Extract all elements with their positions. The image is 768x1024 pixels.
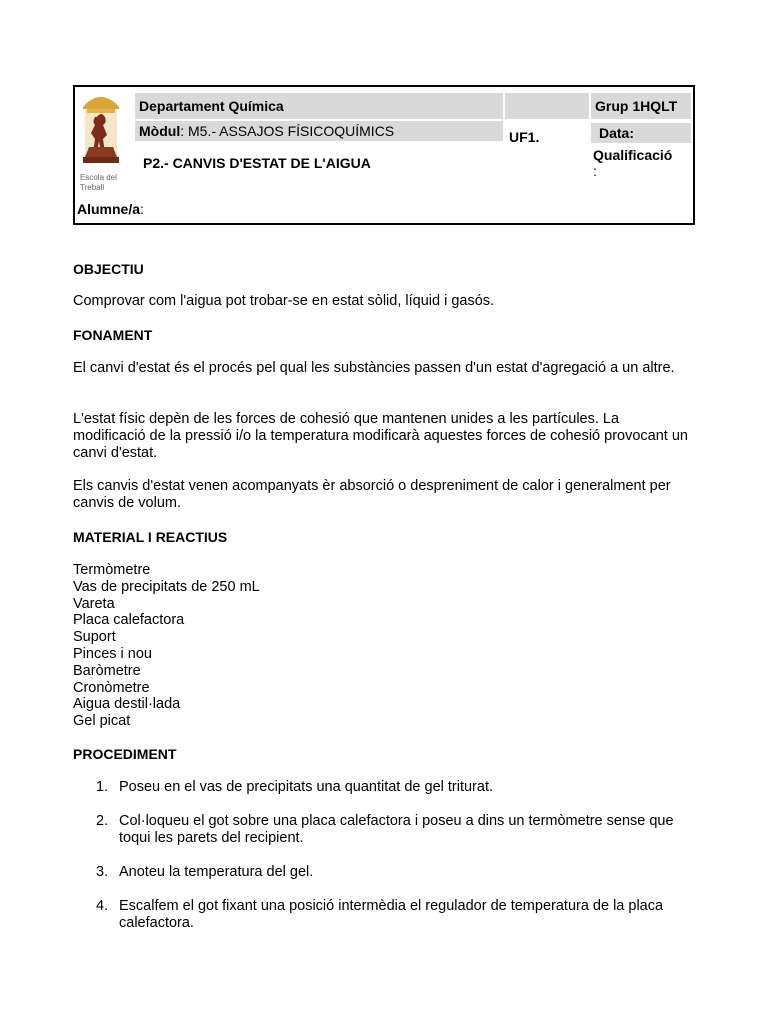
procedure-step [73, 864, 693, 881]
header-table [73, 85, 695, 225]
logo-caption: Escola del Treball [80, 173, 117, 192]
empty-header-cell [505, 93, 589, 119]
fonament-heading: FONAMENT [73, 327, 153, 343]
date-field: Data: [591, 123, 691, 143]
step-text: Anoteu la temperatura del gel. [119, 864, 314, 880]
fonament-paragraph-3: Els canvis d'estat venen acompanyats èr absorció o despreniment de calor i generalment per canvis de volum. [73, 478, 671, 511]
grade-field [593, 147, 691, 181]
step-text: Escalfem el got fixant una posició intermèdia el regulador de temperatura de la placa calefactora. [119, 898, 664, 931]
grade-colon: : [593, 163, 597, 179]
procedure-step [73, 898, 693, 932]
fonament-paragraph-1: El canvi d'estat és el procés pel qual les substàncies passen d'un estat d'agregació a un altre. [73, 360, 675, 376]
objectiu-text: Comprovar com l'aigua pot trobar-se en estat sòlid, líquid i gasós. [73, 293, 495, 309]
department-cell: Departament Química [135, 93, 503, 119]
module-cell [135, 121, 503, 141]
list-item: Termòmetre [73, 562, 151, 578]
procedure-step [73, 813, 693, 847]
statue-logo-icon [75, 87, 133, 171]
group-cell: Grup 1HQLT [591, 93, 691, 119]
school-logo [75, 87, 133, 205]
step-number: 4. [96, 898, 109, 914]
list-item: Aigua destil·lada [73, 696, 181, 713]
step-number: 2. [96, 813, 109, 829]
list-item: Cronòmetre [73, 679, 150, 696]
list-item: Placa calefactora [73, 612, 185, 629]
list-item: Suport [73, 629, 116, 646]
practice-title: P2.- CANVIS D'ESTAT DE L'AIGUA [143, 155, 371, 171]
procediment-heading: PROCEDIMENT [73, 746, 177, 762]
step-text: Col·loqueu el got sobre una placa calefactora i poseu a dins un termòmetre sense que toqui les parets del recipient. [119, 813, 674, 846]
list-item: Gel picat [73, 713, 131, 730]
grade-label: Qualificació [593, 147, 673, 163]
list-item: Vas de precipitats de 250 mL [73, 578, 260, 595]
procedure-list [73, 779, 693, 949]
module-value: : M5.- ASSAJOS FÍSICOQUÍMICS [180, 123, 395, 139]
step-number: 3. [96, 864, 109, 880]
material-list [73, 562, 693, 730]
student-label: Alumne/a [77, 201, 141, 217]
material-heading: MATERIAL I REACTIUS [73, 529, 228, 545]
student-colon: : [140, 201, 144, 217]
step-text: Poseu en el vas de precipitats una quantitat de gel triturat. [119, 779, 494, 795]
objectiu-heading: OBJECTIU [73, 261, 144, 277]
list-item: Vareta [73, 595, 115, 612]
module-label: Mòdul [139, 123, 181, 139]
fonament-paragraph-2: L'estat físic depèn de les forces de cohesió que mantenen unides a les partícules. La modificació de la pressió i/o la temperatura modificarà aquestes forces de cohesió provocant un canvi d'estat. [73, 411, 688, 461]
list-item: Pinces i nou [73, 645, 152, 662]
list-item: Baròmetre [73, 662, 141, 679]
student-field [77, 199, 377, 219]
procedure-step [73, 779, 693, 796]
step-number: 1. [96, 779, 109, 795]
uf-cell: UF1. [509, 129, 540, 145]
